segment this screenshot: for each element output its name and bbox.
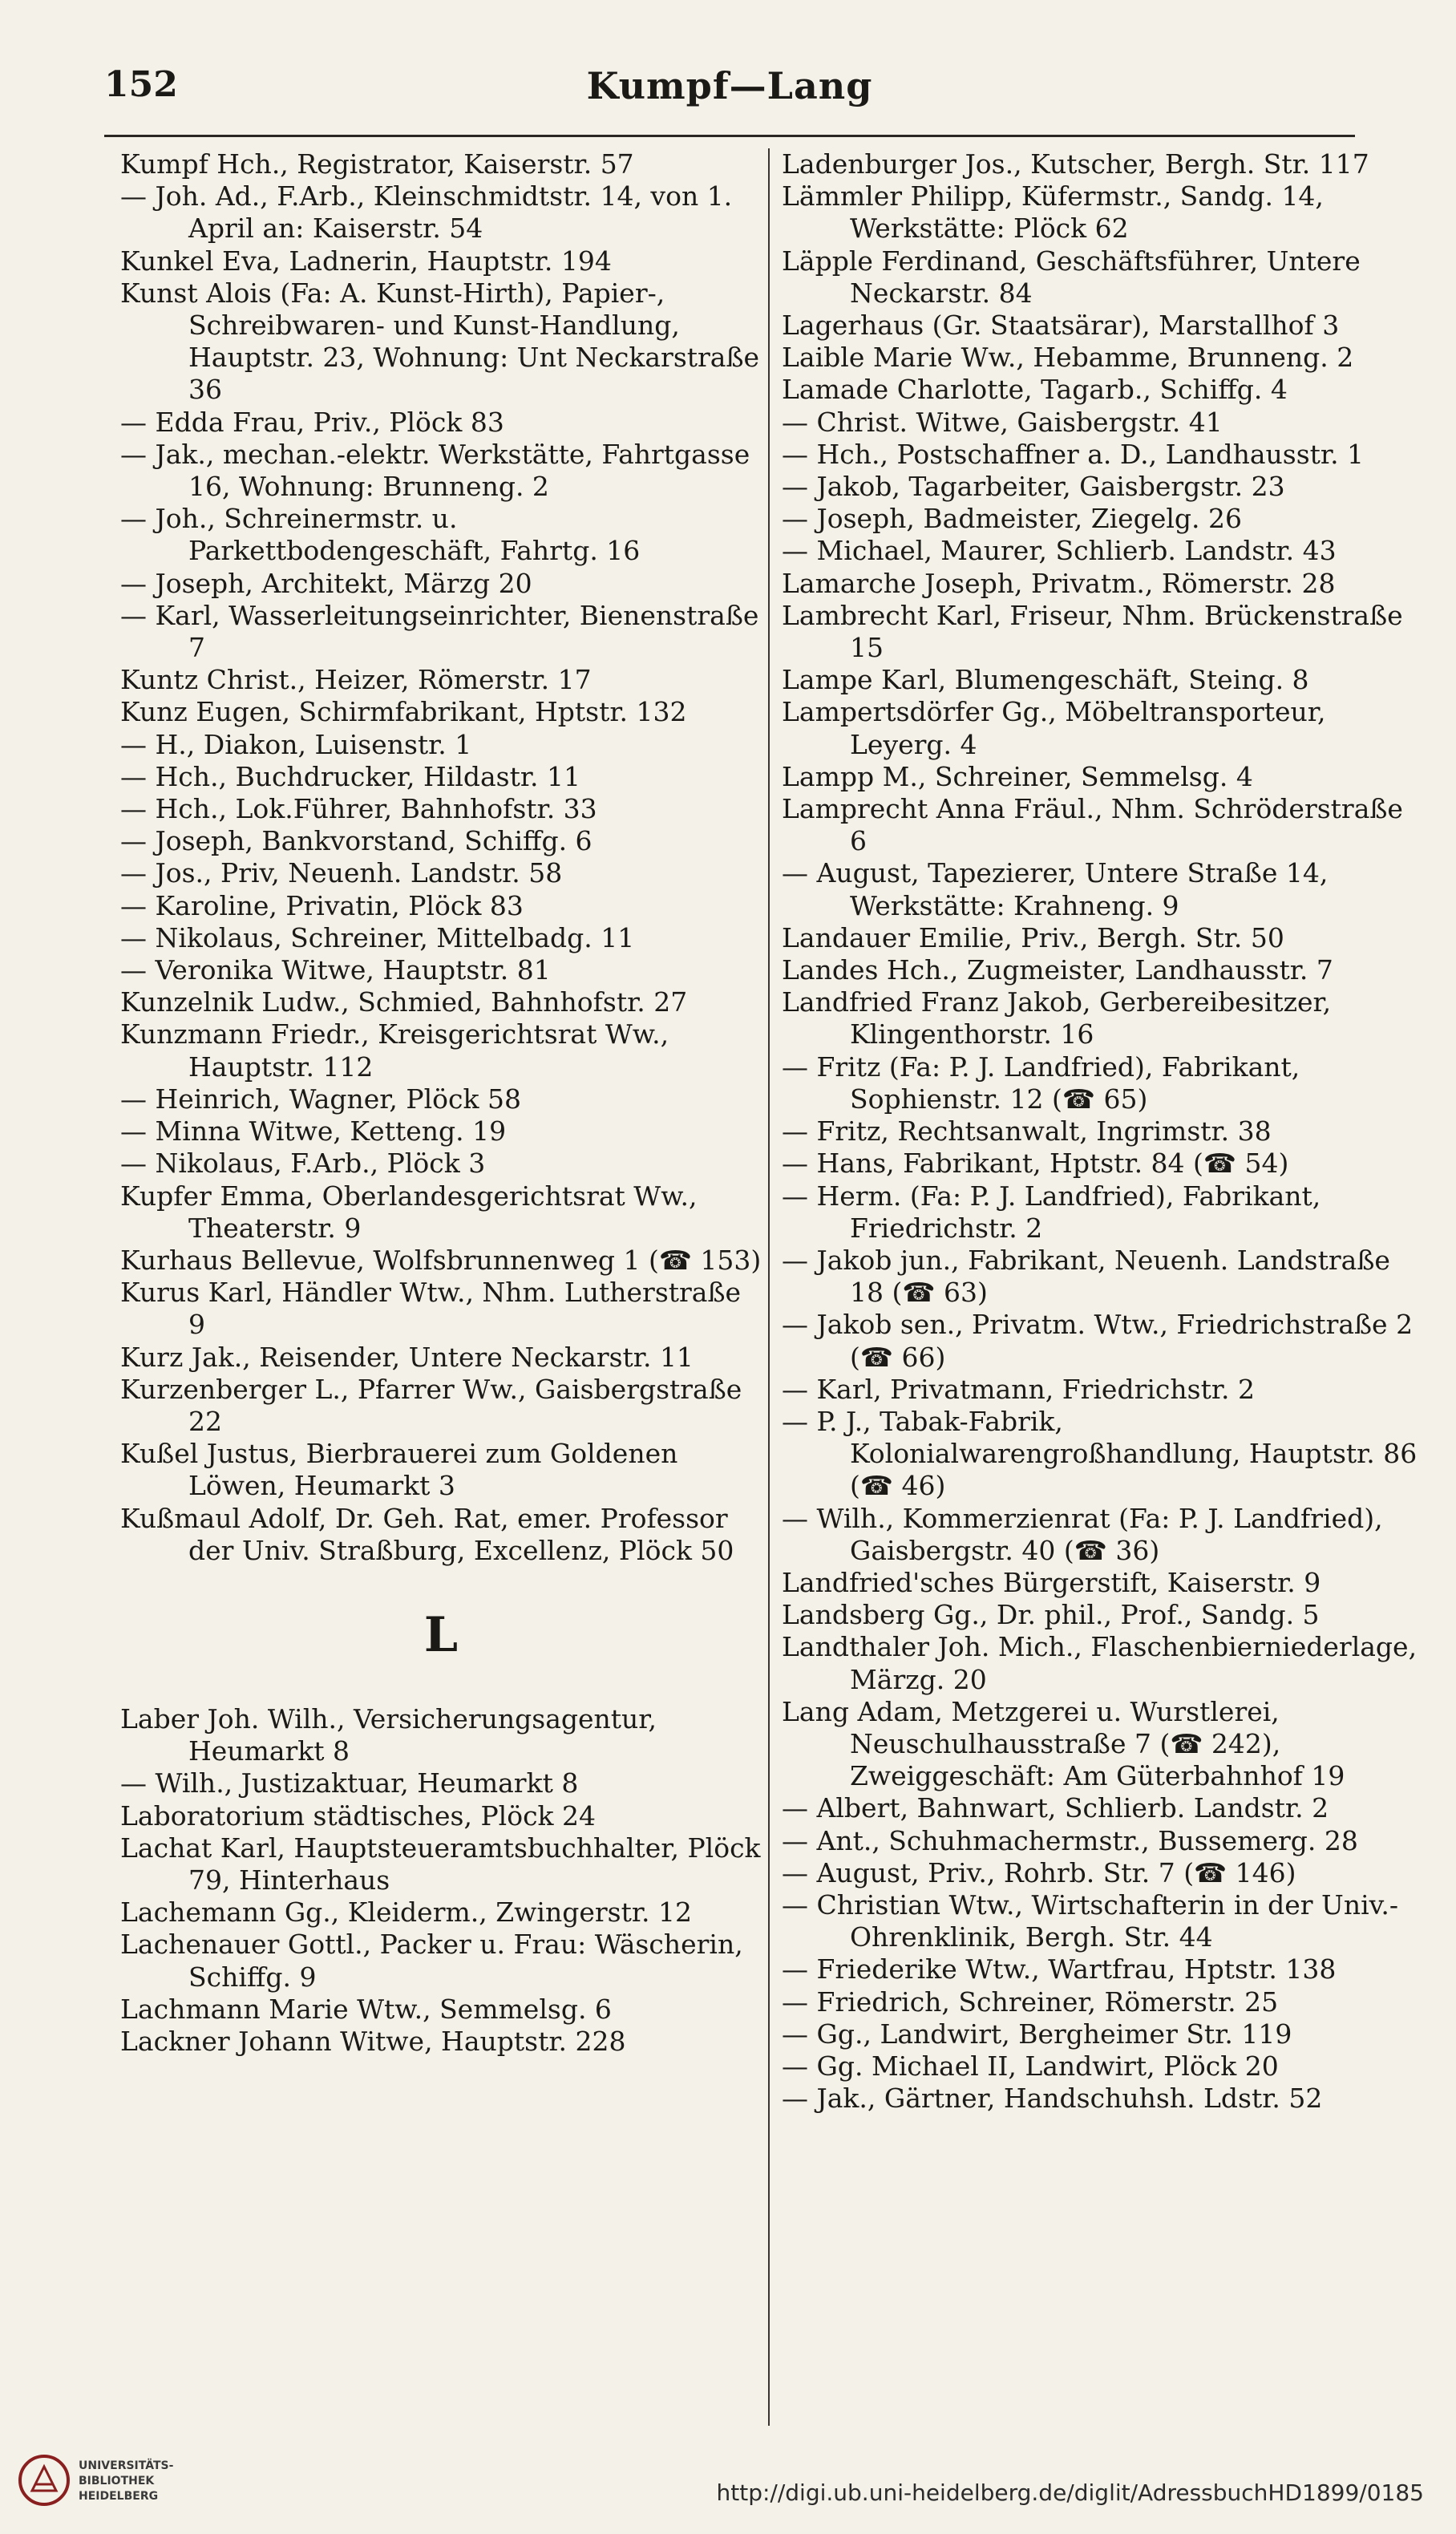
directory-entry: — Christ. Witwe, Gaisbergstr. 41 xyxy=(782,406,1223,438)
directory-entry: — Albert, Bahnwart, Schlierb. Landstr. 2 xyxy=(782,1792,1329,1824)
page-number: 152 xyxy=(104,64,178,105)
directory-entry: — Gg., Landwirt, Bergheimer Str. 119 xyxy=(782,2018,1292,2050)
running-head: Kumpf—Lang xyxy=(586,64,873,107)
header-rule xyxy=(104,135,1355,137)
directory-entry: Kurzenberger L., Pfarrer Ww., Gaisbergstraße 22 xyxy=(120,1373,742,1437)
directory-entry: — Ant., Schuhmachermstr., Bussemerg. 28 xyxy=(782,1824,1358,1856)
directory-entry: — Minna Witwe, Ketteng. 19 xyxy=(120,1115,507,1148)
directory-entry: Lang Adam, Metzgerei u. Wurstlerei, Neuschulhausstraße 7 (☎ 242), Zweiggeschäft: Am Güterbahnhof 19 xyxy=(782,1695,1345,1792)
directory-entry: Kunzelnik Ludw., Schmied, Bahnhofstr. 27 xyxy=(120,986,688,1018)
directory-entry: — Fritz, Rechtsanwalt, Ingrimstr. 38 xyxy=(782,1115,1272,1148)
directory-entry: — Nikolaus, F.Arb., Plöck 3 xyxy=(120,1148,486,1180)
directory-entry: Kurhaus Bellevue, Wolfsbrunnenweg 1 (☎ 153) xyxy=(120,1244,762,1276)
directory-entry: — Heinrich, Wagner, Plöck 58 xyxy=(120,1083,521,1115)
directory-entry: Kunkel Eva, Ladnerin, Hauptstr. 194 xyxy=(120,245,612,277)
directory-entry: Lampe Karl, Blumengeschäft, Steing. 8 xyxy=(782,664,1309,696)
directory-entry: — P. J., Tabak-Fabrik, Kolonialwarengroßhandlung, Hauptstr. 86 (☎ 46) xyxy=(782,1405,1418,1502)
page-header xyxy=(104,64,1355,120)
library-seal-icon xyxy=(16,2452,72,2508)
directory-entry: — Wilh., Justizaktuar, Heumarkt 8 xyxy=(120,1767,579,1799)
directory-entry: Landfried'sches Bürgerstift, Kaiserstr. 9 xyxy=(782,1566,1321,1598)
directory-entry: Lamade Charlotte, Tagarb., Schiffg. 4 xyxy=(782,374,1288,406)
directory-entry: Lamprecht Anna Fräul., Nhm. Schröderstraße 6 xyxy=(782,793,1403,857)
directory-entry: — Hch., Postschaffner a. D., Landhausstr. 1 xyxy=(782,438,1365,470)
directory-entry: — Joseph, Bankvorstand, Schiffg. 6 xyxy=(120,825,593,857)
directory-entry: Laboratorium städtisches, Plöck 24 xyxy=(120,1799,597,1832)
directory-entry: — Fritz (Fa: P. J. Landfried), Fabrikant, Sophienstr. 12 (☎ 65) xyxy=(782,1050,1300,1115)
directory-entry: — Jak., Gärtner, Handschuhsh. Ldstr. 52 xyxy=(782,2083,1323,2115)
directory-entry: — Herm. (Fa: P. J. Landfried), Fabrikant, Friedrichstr. 2 xyxy=(782,1180,1321,1244)
directory-entry: — Jakob sen., Privatm. Wtw., Friedrichstraße 2 (☎ 66) xyxy=(782,1309,1414,1373)
directory-entry: — Joseph, Architekt, Märzg 20 xyxy=(120,567,532,599)
directory-entry: — Karl, Wasserleitungseinrichter, Bienenstraße 7 xyxy=(120,599,759,664)
directory-entry: Lachmann Marie Wtw., Semmelsg. 6 xyxy=(120,1993,612,2025)
directory-entry: Lachat Karl, Hauptsteueramtsbuchhalter, Plöck 79, Hinterhaus xyxy=(120,1832,761,1896)
directory-entry: — Friedrich, Schreiner, Römerstr. 25 xyxy=(782,1986,1279,2018)
directory-entry: Kurus Karl, Händler Wtw., Nhm. Lutherstraße 9 xyxy=(120,1277,742,1341)
directory-entry: — Karoline, Privatin, Plöck 83 xyxy=(120,889,524,921)
left-column xyxy=(120,148,762,2058)
directory-entry: Landes Hch., Zugmeister, Landhausstr. 7 xyxy=(782,954,1333,986)
directory-entry: Läpple Ferdinand, Geschäftsführer, Untere Neckarstr. 84 xyxy=(782,245,1361,309)
directory-entry: Laible Marie Ww., Hebamme, Brunneng. 2 xyxy=(782,342,1354,374)
directory-entry: Kumpf Hch., Registrator, Kaiserstr. 57 xyxy=(120,148,634,180)
directory-entry: Lambrecht Karl, Friseur, Nhm. Brückenstraße 15 xyxy=(782,599,1403,664)
directory-entry: — Edda Frau, Priv., Plöck 83 xyxy=(120,406,504,438)
directory-entry: Lachenauer Gottl., Packer u. Frau: Wäscherin, Schiffg. 9 xyxy=(120,1929,743,1993)
directory-entry: Kupfer Emma, Oberlandesgerichtsrat Ww., Theaterstr. 9 xyxy=(120,1180,698,1244)
directory-entry: Lachemann Gg., Kleiderm., Zwingerstr. 12 xyxy=(120,1896,692,1929)
directory-entry: — Jak., mechan.-elektr. Werkstätte, Fahrtgasse 16, Wohnung: Brunneng. 2 xyxy=(120,438,750,503)
directory-entry: — Jakob jun., Fabrikant, Neuenh. Landstraße 18 (☎ 63) xyxy=(782,1244,1390,1309)
directory-entry: Landsberg Gg., Dr. phil., Prof., Sandg. 5 xyxy=(782,1599,1320,1631)
directory-entry: Lämmler Philipp, Küfermstr., Sandg. 14, Werkstätte: Plöck 62 xyxy=(782,180,1324,245)
directory-entry: Lampertsdörfer Gg., Möbeltransporteur, Leyerg. 4 xyxy=(782,696,1326,760)
directory-entry: Kunzmann Friedr., Kreisgerichtsrat Ww., Hauptstr. 112 xyxy=(120,1018,669,1083)
library-logo-text: UNIVERSITÄTS- BIBLIOTHEK HEIDELBERG xyxy=(79,2459,174,2503)
directory-entry: — Karl, Privatmann, Friedrichstr. 2 xyxy=(782,1373,1255,1405)
directory-entry: — Gg. Michael II, Landwirt, Plöck 20 xyxy=(782,2050,1279,2082)
directory-entry: Kunst Alois (Fa: A. Kunst-Hirth), Papier-, Schreibwaren- und Kunst-Handlung, Hauptstr. 23, Wohnung: Unt Neckarstraße 36 xyxy=(120,277,760,406)
source-url[interactable]: http://digi.ub.uni-heidelberg.de/diglit/AdressbuchHD1899/0185 xyxy=(716,2479,1424,2506)
directory-entry: Lamarche Joseph, Privatm., Römerstr. 28 xyxy=(782,567,1336,599)
directory-entry: Lagerhaus (Gr. Staatsärar), Marstallhof 3 xyxy=(782,310,1340,342)
directory-entry: — Hch., Lok.Führer, Bahnhofstr. 33 xyxy=(120,793,597,825)
directory-entry: Landthaler Joh. Mich., Flaschenbierniederlage, Märzg. 20 xyxy=(782,1631,1418,1695)
directory-entry: — Hch., Buchdrucker, Hildastr. 11 xyxy=(120,760,581,792)
directory-entry: — Christian Wtw., Wirtschafterin in der Univ.-Ohrenklinik, Bergh. Str. 44 xyxy=(782,1888,1399,1953)
directory-entry: Kuntz Christ., Heizer, Römerstr. 17 xyxy=(120,664,592,696)
directory-entry: — Joh., Schreinermstr. u. Parkettbodengeschäft, Fahrtg. 16 xyxy=(120,503,641,567)
directory-entry: Laber Joh. Wilh., Versicherungsagentur, Heumarkt 8 xyxy=(120,1702,657,1767)
directory-entry: — Michael, Maurer, Schlierb. Landstr. 43 xyxy=(782,535,1337,567)
directory-entry: — August, Priv., Rohrb. Str. 7 (☎ 146) xyxy=(782,1856,1296,1888)
directory-entry: — Wilh., Kommerzienrat (Fa: P. J. Landfried), Gaisbergstr. 40 (☎ 36) xyxy=(782,1502,1383,1566)
directory-entry: Lampp M., Schreiner, Semmelsg. 4 xyxy=(782,760,1253,792)
column-divider xyxy=(768,148,770,2426)
directory-entry: — Joh. Ad., F.Arb., Kleinschmidtstr. 14, von 1. April an: Kaiserstr. 54 xyxy=(120,180,733,245)
directory-entry: — August, Tapezierer, Untere Straße 14, Werkstätte: Krahneng. 9 xyxy=(782,857,1329,921)
directory-entry: Lackner Johann Witwe, Hauptstr. 228 xyxy=(120,2025,626,2057)
directory-entry: Kußmaul Adolf, Dr. Geh. Rat, emer. Professor der Univ. Straßburg, Excellenz, Plöck 50 xyxy=(120,1502,734,1566)
directory-entry: Landfried Franz Jakob, Gerbereibesitzer, Klingenthorstr. 16 xyxy=(782,986,1332,1050)
directory-entry: — Jos., Priv, Neuenh. Landstr. 58 xyxy=(120,857,563,889)
directory-entry: Kußel Justus, Bierbrauerei zum Goldenen Löwen, Heumarkt 3 xyxy=(120,1438,678,1502)
directory-entry: — Joseph, Badmeister, Ziegelg. 26 xyxy=(782,503,1243,535)
directory-entry: — Hans, Fabrikant, Hptstr. 84 (☎ 54) xyxy=(782,1148,1289,1180)
directory-entry: — Friederike Wtw., Wartfrau, Hptstr. 138 xyxy=(782,1953,1337,1986)
directory-entry: Landauer Emilie, Priv., Bergh. Str. 50 xyxy=(782,921,1284,953)
directory-entry: — H., Diakon, Luisenstr. 1 xyxy=(120,728,472,760)
directory-entry: — Veronika Witwe, Hauptstr. 81 xyxy=(120,954,551,986)
library-logo[interactable] xyxy=(16,2452,216,2516)
directory-entry: — Nikolaus, Schreiner, Mittelbadg. 11 xyxy=(120,921,635,953)
section-heading: L xyxy=(423,1606,459,1663)
directory-entry: — Jakob, Tagarbeiter, Gaisbergstr. 23 xyxy=(782,471,1285,503)
directory-entry: Kunz Eugen, Schirmfabrikant, Hptstr. 132 xyxy=(120,696,687,728)
directory-entry: Ladenburger Jos., Kutscher, Bergh. Str. 117 xyxy=(782,148,1369,180)
directory-entry: Kurz Jak., Reisender, Untere Neckarstr. 11 xyxy=(120,1341,694,1373)
right-column xyxy=(782,148,1423,2115)
